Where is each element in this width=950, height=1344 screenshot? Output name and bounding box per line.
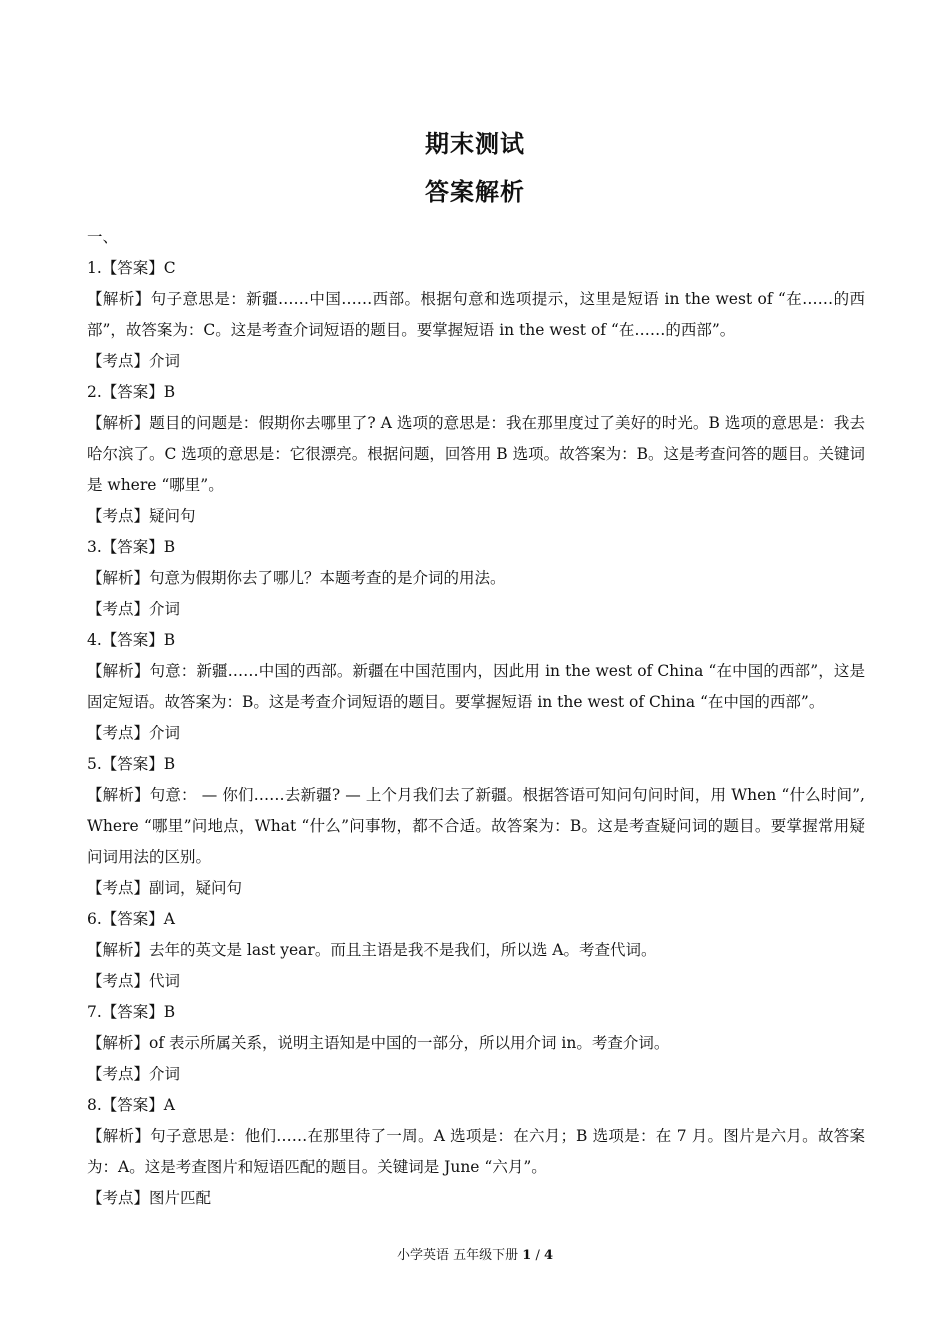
analysis-text: 【解析】句意为假期你去了哪儿？本题考查的是介词的用法。 — [87, 569, 506, 587]
page-subtitle: 答案解析 — [425, 178, 525, 206]
footer-text: 小学英语 五年级下册 — [396, 1248, 519, 1263]
answer-line: 1.【答案】C — [87, 259, 176, 277]
topic-line: 【考点】副词，疑问句 — [87, 879, 243, 897]
analysis-text: 【解析】句意：新疆……中国的西部。新疆在中国范围内，因此用 in the west of China “在中国的西部”，这是固定短语。故答案为：B。这是考查介词短语的题目。要掌握短语 in the west of China “在中国的西部”。 — [87, 662, 865, 711]
answer-line: 5.【答案】B — [87, 755, 176, 773]
answer-line: 2.【答案】B — [87, 383, 176, 401]
topic-line: 【考点】代词 — [87, 972, 181, 990]
answer-item-6 — [87, 904, 865, 997]
section-heading: 一、 — [87, 228, 119, 246]
answer-item-1 — [87, 253, 865, 377]
page-title: 期末测试 — [425, 130, 525, 158]
answer-line: 8.【答案】A — [87, 1096, 175, 1114]
topic-line: 【考点】图片匹配 — [87, 1189, 212, 1207]
answer-line: 4.【答案】B — [87, 631, 176, 649]
analysis-text: 【解析】句意： — 你们……去新疆? — 上个月我们去了新疆。根据答语可知问句问时间，用 When “什么时间”, Where “哪里”问地点，What “什么”问事物，都不合适。故答案为：B。这是考查疑问词的题目。要掌握常用疑问词用法的区别。 — [87, 786, 865, 866]
analysis-text: 【解析】句子意思是：新疆……中国……西部。根据句意和选项提示，这里是短语 in the west of “在……的西部”，故答案为：C。这是考查介词短语的题目。要掌握短语 in the west of “在……的西部”。 — [87, 290, 865, 339]
topic-line: 【考点】介词 — [87, 724, 181, 742]
answer-item-4 — [87, 625, 865, 749]
answer-line: 7.【答案】B — [87, 1003, 176, 1021]
analysis-text: 【解析】去年的英文是 last year。而且主语是我不是我们，所以选 A。考查代词。 — [87, 941, 657, 959]
page-total: 4 — [543, 1248, 554, 1263]
answer-line: 3.【答案】B — [87, 538, 176, 556]
analysis-text: 【解析】of 表示所属关系，说明主语知是中国的一部分，所以用介词 in。考查介词。 — [87, 1034, 670, 1052]
answer-item-2 — [87, 377, 865, 532]
answer-item-3 — [87, 532, 865, 625]
answer-body — [87, 222, 865, 1214]
answer-item-8 — [87, 1090, 865, 1214]
page-number: 1 — [522, 1248, 532, 1263]
topic-line: 【考点】介词 — [87, 600, 181, 618]
answer-item-7 — [87, 997, 865, 1090]
page-separator: / — [535, 1248, 540, 1263]
topic-line: 【考点】介词 — [87, 1065, 181, 1083]
page-footer — [0, 1244, 950, 1263]
topic-line: 【考点】疑问句 — [87, 507, 196, 525]
topic-line: 【考点】介词 — [87, 352, 181, 370]
answer-item-5 — [87, 749, 865, 904]
analysis-text: 【解析】题目的问题是：假期你去哪里了? A 选项的意思是：我在那里度过了美好的时光。B 选项的意思是：我去哈尔滨了。C 选项的意思是：它很漂亮。根据问题，回答用 B 选项。故答案为：B。这是考查问答的题目。关键词是 where “哪里”。 — [87, 414, 865, 494]
answer-line: 6.【答案】A — [87, 910, 175, 928]
analysis-text: 【解析】句子意思是：他们……在那里待了一周。A 选项是：在六月；B 选项是：在 7 月。图片是六月。故答案为：A。这是考查图片和短语匹配的题目。关键词是 June “六月”。 — [87, 1127, 865, 1176]
